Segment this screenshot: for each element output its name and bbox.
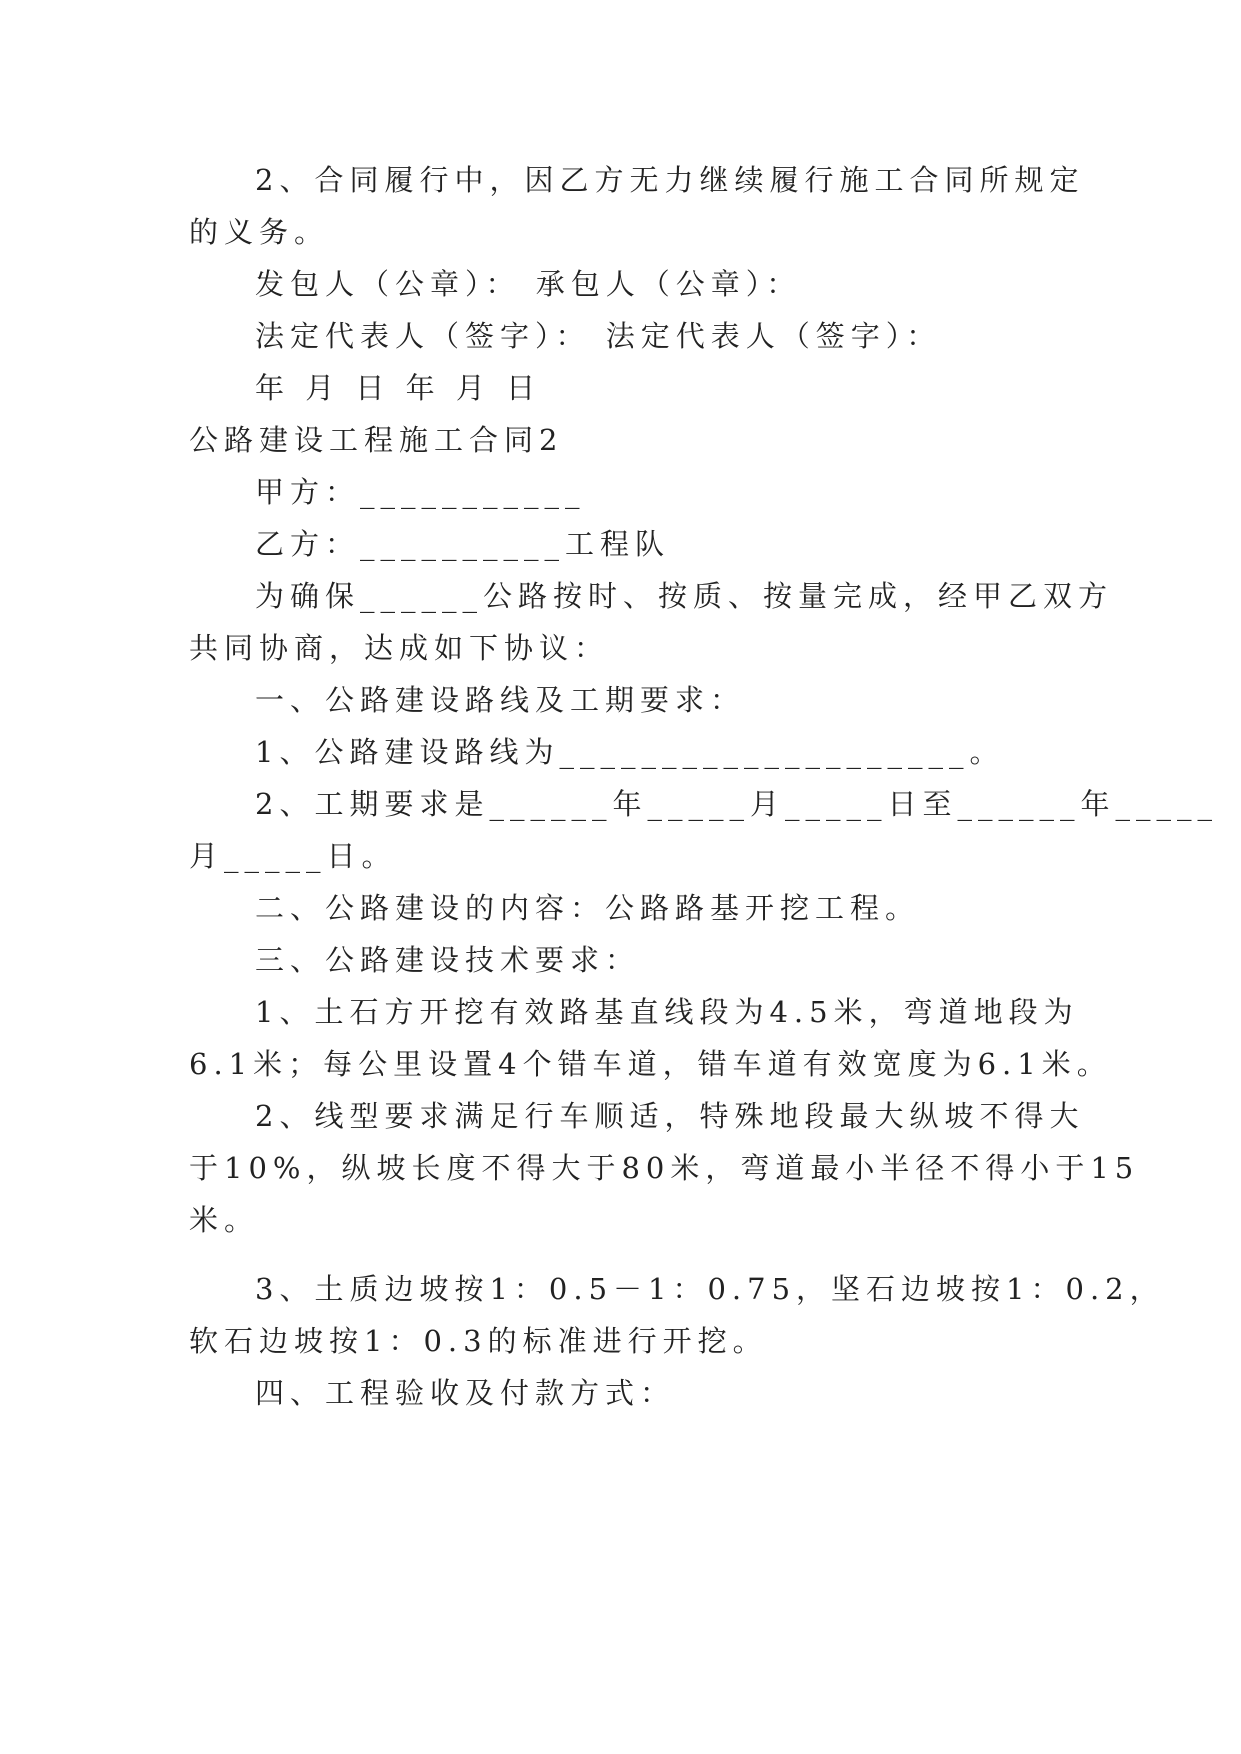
signature-seal-line: 发包人（公章）： 承包人（公章）： (255, 267, 802, 301)
signature-representative-line: 法定代表人（签字）： 法定代表人（签字）： (255, 319, 942, 353)
paragraph-clause-2-line-1: 2、合同履行中，因乙方无力继续履行施工合同所规定 (255, 163, 1085, 197)
paragraph-clause-2-line-2: 的义务。 (189, 215, 330, 249)
section-2-heading: 二、公路建设的内容：公路路基开挖工程。 (255, 891, 921, 925)
section-3-item-2-line-1: 2、线型要求满足行车顺适，特殊地段最大纵坡不得大 (255, 1099, 1085, 1133)
section-3-item-1-line-1: 1、土石方开挖有效路基直线段为4.5米，弯道地段为 (255, 995, 1079, 1029)
section-4-heading: 四、工程验收及付款方式： (255, 1376, 676, 1410)
section-1-item-1: 1、公路建设路线为____________________。 (255, 735, 1005, 769)
section-3-item-3-line-1: 3、土质边坡按1：0.5－1：0.75，坚石边坡按1：0.2， (255, 1272, 1165, 1306)
party-a-line: 甲方：___________ (255, 475, 586, 509)
preamble-line-2: 共同协商，达成如下协议： (189, 631, 610, 665)
section-3-item-3-line-2: 软石边坡按1：0.3的标准进行开挖。 (189, 1324, 768, 1358)
section-1-heading: 一、公路建设路线及工期要求： (255, 683, 746, 717)
preamble-line-1: 为确保______公路按时、按质、按量完成，经甲乙双方 (255, 579, 1114, 613)
section-3-item-1-line-2: 6.1米；每公里设置4个错车道，错车道有效宽度为6.1米。 (189, 1047, 1112, 1081)
signature-date-line: 年 月 日 年 月 日 (255, 371, 542, 405)
section-3-heading: 三、公路建设技术要求： (255, 943, 641, 977)
section-1-item-2-line-1: 2、工期要求是______年_____月_____日至______年_____ (255, 787, 1218, 821)
section-3-item-2-line-2: 于10%，纵坡长度不得大于80米，弯道最小半径不得小于15 (189, 1151, 1140, 1185)
section-3-item-2-line-3: 米。 (189, 1203, 260, 1237)
party-b-line: 乙方：__________工程队 (255, 527, 671, 561)
section-1-item-2-line-2: 月_____日。 (189, 839, 397, 873)
contract-title: 公路建设工程施工合同2 (189, 423, 564, 457)
